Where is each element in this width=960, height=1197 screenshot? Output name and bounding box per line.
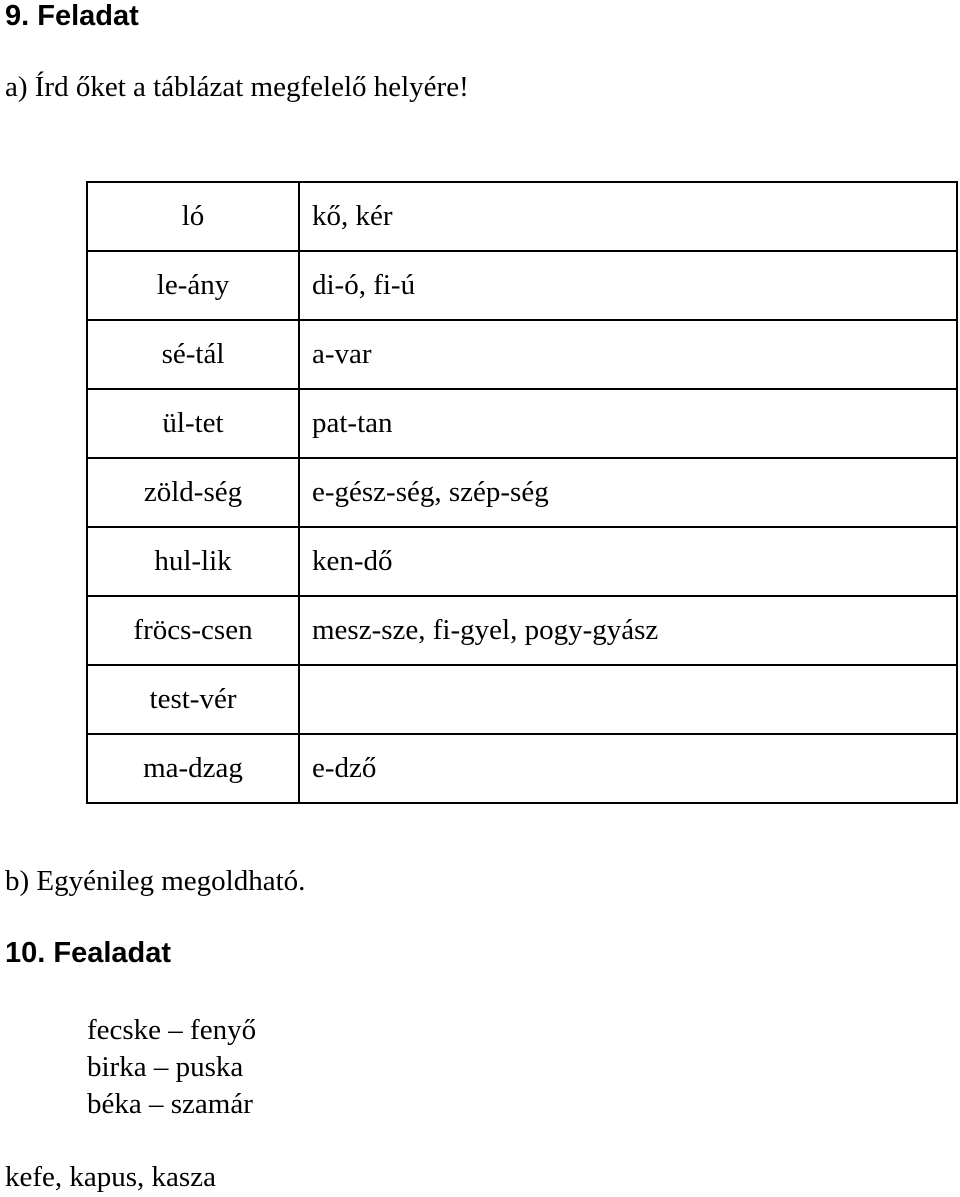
table-row (87, 182, 957, 251)
task9-instruction-a: a) Írd őket a táblázat megfelelő helyére! (5, 71, 469, 103)
table-cell-left: zöld-ség (87, 458, 299, 527)
task10-final-line: kefe, kapus, kasza (5, 1161, 216, 1193)
table-cell-right: e-dző (299, 734, 957, 803)
table-row (87, 527, 957, 596)
word-pair: fecske – fenyő (87, 1014, 257, 1046)
syllable-table (86, 181, 958, 804)
table-cell-left: hul-lik (87, 527, 299, 596)
table-cell-left: le-ány (87, 251, 299, 320)
table-cell-left: ül-tet (87, 389, 299, 458)
table-row (87, 389, 957, 458)
table-cell-left: ló (87, 182, 299, 251)
word-pair: béka – szamár (87, 1088, 253, 1120)
table-cell-right: kő, kér (299, 182, 957, 251)
table-row (87, 458, 957, 527)
table-row (87, 596, 957, 665)
table-cell-right: di-ó, fi-ú (299, 251, 957, 320)
word-pair: birka – puska (87, 1051, 244, 1083)
task9-instruction-b: b) Egyénileg megoldható. (5, 865, 306, 897)
table-cell-left: sé-tál (87, 320, 299, 389)
word-pairs-list (87, 1012, 256, 1123)
task9-title: 9. Feladat (5, 0, 139, 32)
table-cell-right: ken-dő (299, 527, 957, 596)
table-cell-right (299, 665, 957, 734)
table-cell-left: test-vér (87, 665, 299, 734)
table-row (87, 734, 957, 803)
table-cell-right: e-gész-ség, szép-ség (299, 458, 957, 527)
table-cell-right: a-var (299, 320, 957, 389)
table-row (87, 320, 957, 389)
task10-title: 10. Fealadat (5, 937, 172, 969)
table-cell-right: pat-tan (299, 389, 957, 458)
table-row (87, 665, 957, 734)
table-cell-left: fröcs-csen (87, 596, 299, 665)
table-row (87, 251, 957, 320)
table-cell-left: ma-dzag (87, 734, 299, 803)
table-cell-right: mesz-sze, fi-gyel, pogy-gyász (299, 596, 957, 665)
